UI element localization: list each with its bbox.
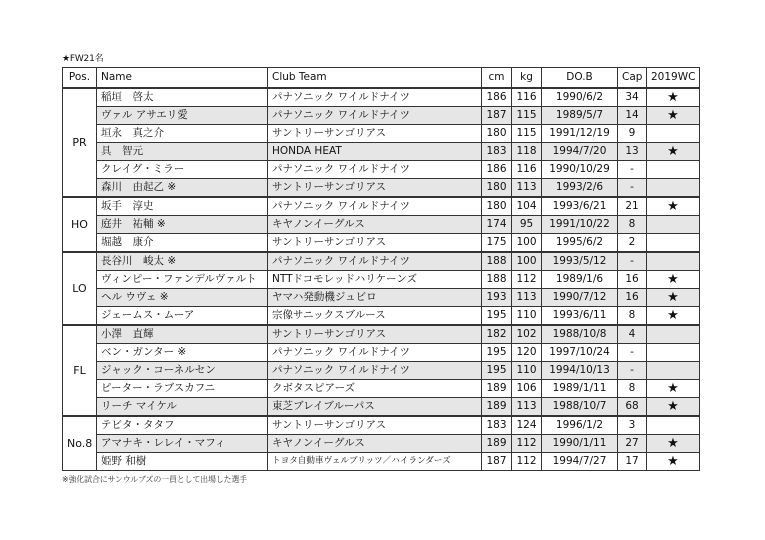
table-row <box>63 362 700 380</box>
height-cm: 180 <box>482 179 512 198</box>
club-team: NTTドコモレッドハリケーンズ <box>268 271 482 289</box>
date-of-birth: 1990/7/12 <box>542 289 618 307</box>
height-cm: 189 <box>482 398 512 417</box>
player-name: 小澤 直輝 <box>97 325 268 344</box>
date-of-birth: 1989/1/6 <box>542 271 618 289</box>
player-name: ヘル ウヴェ ※ <box>97 289 268 307</box>
weight-kg: 124 <box>512 416 542 435</box>
star-icon: ★ <box>647 453 700 471</box>
player-name: ヴァル アサエリ愛 <box>97 107 268 125</box>
height-cm: 186 <box>482 161 512 179</box>
weight-kg: 102 <box>512 325 542 344</box>
height-cm: 175 <box>482 234 512 253</box>
star-icon: ★ <box>647 88 700 107</box>
star-icon: ★ <box>647 289 700 307</box>
weight-kg: 113 <box>512 179 542 198</box>
table-row <box>63 197 700 216</box>
player-name: ピーター・ラブスカフニ <box>97 380 268 398</box>
height-cm: 183 <box>482 143 512 161</box>
player-name: 稲垣 啓太 <box>97 88 268 107</box>
height-cm: 189 <box>482 380 512 398</box>
club-team: パナソニック ワイルドナイツ <box>268 197 482 216</box>
star-icon: ★ <box>647 107 700 125</box>
club-team: パナソニック ワイルドナイツ <box>268 362 482 380</box>
world-cup-2019-mark <box>647 234 700 253</box>
roster-body <box>63 88 700 471</box>
table-row <box>63 380 700 398</box>
star-icon: ★ <box>647 380 700 398</box>
header-pos: Pos. <box>63 68 97 89</box>
world-cup-2019-mark <box>647 362 700 380</box>
height-cm: 174 <box>482 216 512 234</box>
table-row <box>63 416 700 435</box>
weight-kg: 113 <box>512 398 542 417</box>
star-icon: ★ <box>647 435 700 453</box>
club-team: サントリーサンゴリアス <box>268 179 482 198</box>
height-cm: 188 <box>482 271 512 289</box>
cap-count: - <box>618 161 647 179</box>
table-row <box>63 234 700 253</box>
height-cm: 187 <box>482 107 512 125</box>
position-group-label: LO <box>63 252 97 325</box>
cap-count: 13 <box>618 143 647 161</box>
date-of-birth: 1993/6/21 <box>542 197 618 216</box>
height-cm: 189 <box>482 435 512 453</box>
club-team: 宗像サニックスブルース <box>268 307 482 326</box>
cap-count: 14 <box>618 107 647 125</box>
weight-kg: 112 <box>512 435 542 453</box>
height-cm: 182 <box>482 325 512 344</box>
height-cm: 195 <box>482 307 512 326</box>
club-team: HONDA HEAT <box>268 143 482 161</box>
date-of-birth: 1989/1/11 <box>542 380 618 398</box>
forwards-roster-table <box>62 67 700 471</box>
header-dob: DO.B <box>542 68 618 89</box>
cap-count: - <box>618 362 647 380</box>
table-row <box>63 88 700 107</box>
cap-count: 8 <box>618 307 647 326</box>
player-name: 垣永 真之介 <box>97 125 268 143</box>
club-team: パナソニック ワイルドナイツ <box>268 252 482 271</box>
header-weight: kg <box>512 68 542 89</box>
table-row <box>63 161 700 179</box>
height-cm: 193 <box>482 289 512 307</box>
position-group-label: No.8 <box>63 416 97 471</box>
weight-kg: 104 <box>512 197 542 216</box>
position-group-label: HO <box>63 197 97 252</box>
height-cm: 195 <box>482 362 512 380</box>
player-name: 森川 由起乙 ※ <box>97 179 268 198</box>
cap-count: 68 <box>618 398 647 417</box>
club-team: クボタスピアーズ <box>268 380 482 398</box>
date-of-birth: 1997/10/24 <box>542 344 618 362</box>
player-name: 庭井 祐輔 ※ <box>97 216 268 234</box>
date-of-birth: 1993/5/12 <box>542 252 618 271</box>
weight-kg: 116 <box>512 161 542 179</box>
player-name: テビタ・タタフ <box>97 416 268 435</box>
header-height: cm <box>482 68 512 89</box>
club-team: サントリーサンゴリアス <box>268 234 482 253</box>
weight-kg: 110 <box>512 307 542 326</box>
cap-count: - <box>618 344 647 362</box>
weight-kg: 112 <box>512 271 542 289</box>
height-cm: 195 <box>482 344 512 362</box>
player-name: 堀越 康介 <box>97 234 268 253</box>
weight-kg: 115 <box>512 107 542 125</box>
star-icon: ★ <box>647 307 700 326</box>
date-of-birth: 1991/10/22 <box>542 216 618 234</box>
player-name: 姫野 和樹 <box>97 453 268 471</box>
club-team: ヤマハ発動機ジュビロ <box>268 289 482 307</box>
world-cup-2019-mark <box>647 216 700 234</box>
table-row <box>63 271 700 289</box>
weight-kg: 116 <box>512 88 542 107</box>
table-row <box>63 398 700 417</box>
world-cup-2019-mark <box>647 325 700 344</box>
club-team: 東芝ブレイブルーパス <box>268 398 482 417</box>
height-cm: 186 <box>482 88 512 107</box>
weight-kg: 118 <box>512 143 542 161</box>
weight-kg: 120 <box>512 344 542 362</box>
date-of-birth: 1989/5/7 <box>542 107 618 125</box>
table-row <box>63 453 700 471</box>
header-name: Name <box>97 68 268 89</box>
player-name: リーチ マイケル <box>97 398 268 417</box>
player-name: ジェームス・ムーア <box>97 307 268 326</box>
cap-count: 9 <box>618 125 647 143</box>
date-of-birth: 1988/10/7 <box>542 398 618 417</box>
date-of-birth: 1994/10/13 <box>542 362 618 380</box>
footnote: ※強化試合にサンウルブズの一員として出場した選手 <box>62 475 247 484</box>
weight-kg: 100 <box>512 234 542 253</box>
position-group-label: FL <box>63 325 97 416</box>
world-cup-2019-mark <box>647 161 700 179</box>
height-cm: 187 <box>482 453 512 471</box>
world-cup-2019-mark <box>647 344 700 362</box>
player-name: ベン・ガンター ※ <box>97 344 268 362</box>
date-of-birth: 1990/1/11 <box>542 435 618 453</box>
date-of-birth: 1991/12/19 <box>542 125 618 143</box>
cap-count: 27 <box>618 435 647 453</box>
cap-count: 17 <box>618 453 647 471</box>
player-name: 具 智元 <box>97 143 268 161</box>
star-icon: ★ <box>647 197 700 216</box>
header-cap: Cap <box>618 68 647 89</box>
weight-kg: 113 <box>512 289 542 307</box>
cap-count: 21 <box>618 197 647 216</box>
roster-caption: ★FW21名 <box>62 54 104 64</box>
star-icon: ★ <box>647 143 700 161</box>
table-row <box>63 216 700 234</box>
weight-kg: 110 <box>512 362 542 380</box>
weight-kg: 100 <box>512 252 542 271</box>
club-team: パナソニック ワイルドナイツ <box>268 88 482 107</box>
weight-kg: 95 <box>512 216 542 234</box>
cap-count: 8 <box>618 380 647 398</box>
world-cup-2019-mark <box>647 125 700 143</box>
club-team: パナソニック ワイルドナイツ <box>268 161 482 179</box>
table-row <box>63 179 700 198</box>
table-row <box>63 289 700 307</box>
table-row <box>63 344 700 362</box>
world-cup-2019-mark <box>647 179 700 198</box>
world-cup-2019-mark <box>647 252 700 271</box>
club-team: キヤノンイーグルス <box>268 216 482 234</box>
table-row <box>63 307 700 326</box>
height-cm: 183 <box>482 416 512 435</box>
date-of-birth: 1994/7/27 <box>542 453 618 471</box>
world-cup-2019-mark <box>647 416 700 435</box>
cap-count: 3 <box>618 416 647 435</box>
player-name: ジャック・コーネルセン <box>97 362 268 380</box>
club-team: サントリーサンゴリアス <box>268 125 482 143</box>
club-team: キヤノンイーグルス <box>268 435 482 453</box>
date-of-birth: 1996/1/2 <box>542 416 618 435</box>
cap-count: 16 <box>618 271 647 289</box>
table-row <box>63 107 700 125</box>
star-icon: ★ <box>647 271 700 289</box>
height-cm: 180 <box>482 125 512 143</box>
date-of-birth: 1994/7/20 <box>542 143 618 161</box>
cap-count: - <box>618 252 647 271</box>
star-icon: ★ <box>647 398 700 417</box>
weight-kg: 112 <box>512 453 542 471</box>
cap-count: 16 <box>618 289 647 307</box>
player-name: 坂手 淳史 <box>97 197 268 216</box>
player-name: 長谷川 峻太 ※ <box>97 252 268 271</box>
height-cm: 180 <box>482 197 512 216</box>
club-team: サントリーサンゴリアス <box>268 325 482 344</box>
weight-kg: 115 <box>512 125 542 143</box>
table-row <box>63 125 700 143</box>
date-of-birth: 1995/6/2 <box>542 234 618 253</box>
date-of-birth: 1993/6/11 <box>542 307 618 326</box>
weight-kg: 106 <box>512 380 542 398</box>
cap-count: 2 <box>618 234 647 253</box>
player-name: クレイグ・ミラー <box>97 161 268 179</box>
club-team: パナソニック ワイルドナイツ <box>268 107 482 125</box>
date-of-birth: 1993/2/6 <box>542 179 618 198</box>
table-header-row <box>63 68 700 89</box>
header-club-team: Club Team <box>268 68 482 89</box>
table-row <box>63 435 700 453</box>
header-2019wc: 2019WC <box>647 68 700 89</box>
table-row <box>63 143 700 161</box>
player-name: ヴィンピー・ファンデルヴァルト <box>97 271 268 289</box>
table-row <box>63 325 700 344</box>
cap-count: 8 <box>618 216 647 234</box>
date-of-birth: 1990/6/2 <box>542 88 618 107</box>
cap-count: - <box>618 179 647 198</box>
position-group-label: PR <box>63 88 97 197</box>
date-of-birth: 1988/10/8 <box>542 325 618 344</box>
club-team: トヨタ自動車ヴェルブリッツ／ハイランダーズ <box>268 453 482 471</box>
date-of-birth: 1990/10/29 <box>542 161 618 179</box>
table-row <box>63 252 700 271</box>
player-name: アマナキ・レレイ・マフィ <box>97 435 268 453</box>
cap-count: 4 <box>618 325 647 344</box>
cap-count: 34 <box>618 88 647 107</box>
club-team: パナソニック ワイルドナイツ <box>268 344 482 362</box>
height-cm: 188 <box>482 252 512 271</box>
club-team: サントリーサンゴリアス <box>268 416 482 435</box>
